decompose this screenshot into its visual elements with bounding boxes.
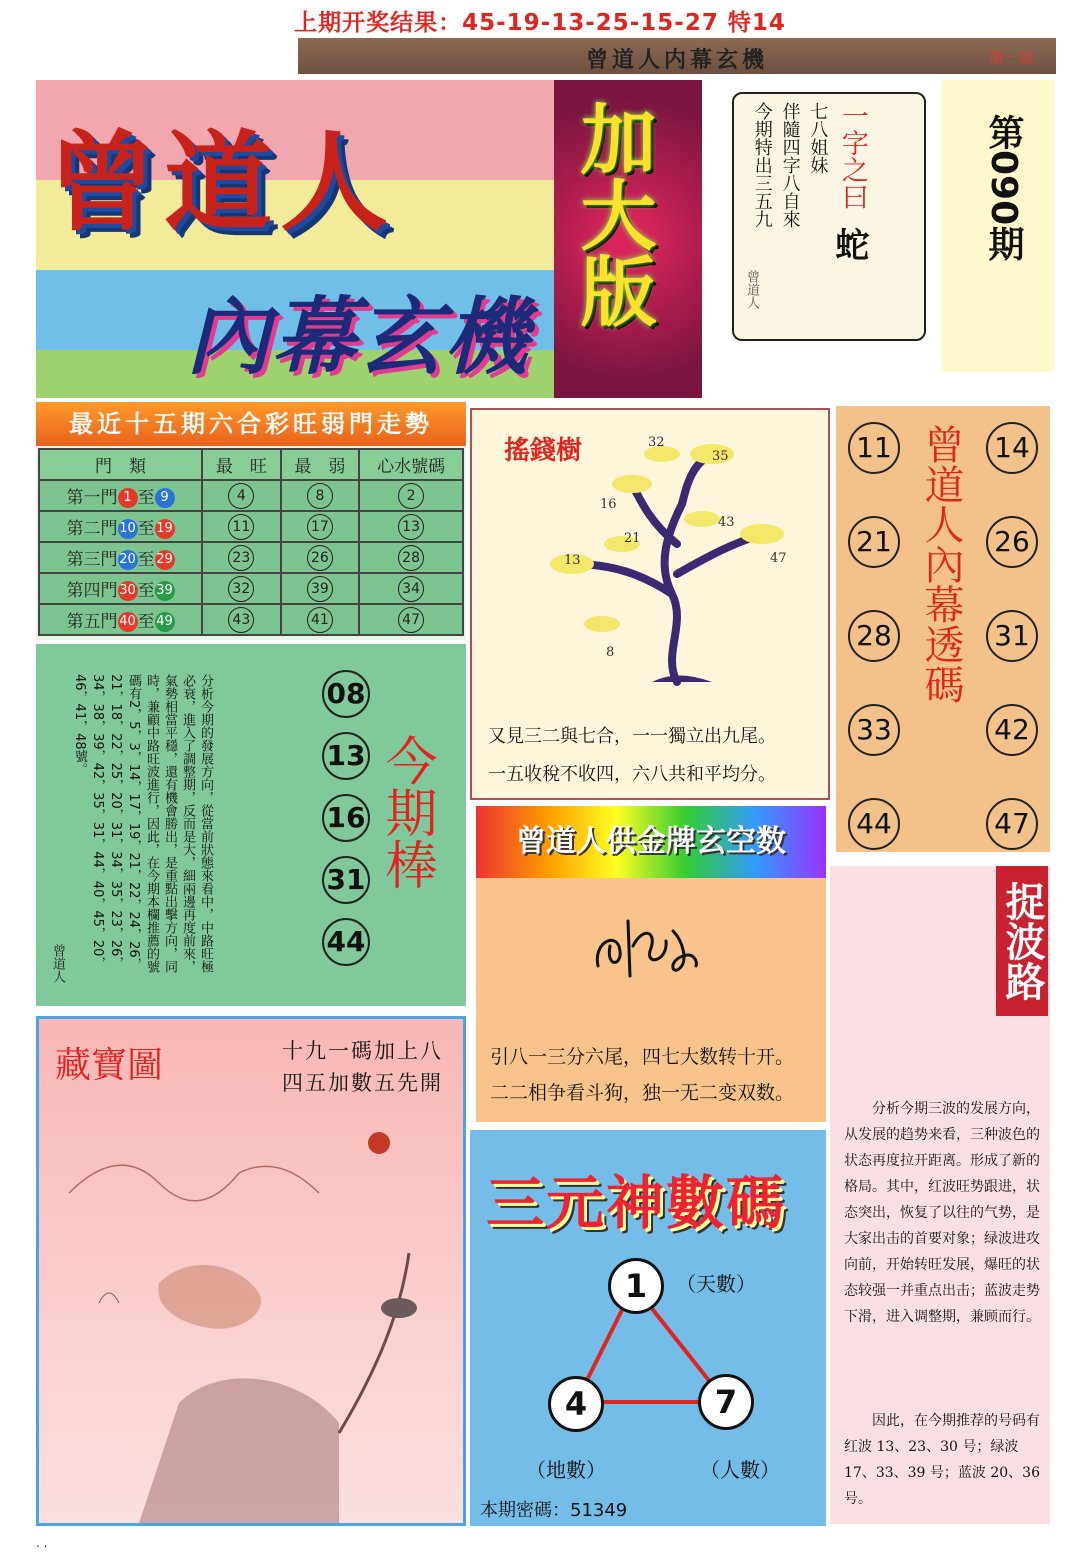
gold-title: 曾道人供金牌玄空数 (476, 806, 826, 878)
tree-verse: 一五收稅不收四，六八共和平均分。 (488, 764, 776, 785)
analysis-signature: 曾道人 (50, 944, 65, 983)
paper-title: 曾道人内幕玄機 (585, 48, 768, 73)
last-result: 上期开奖结果：45-19-13-25-15-27 特14 (294, 10, 786, 36)
gold-number-box (476, 806, 826, 1122)
col-header: 最 弱 (281, 449, 360, 480)
treasure-map-box (36, 1016, 466, 1526)
gold-verse: 引八一三分六尾，四七大数转十开。 (490, 1046, 795, 1068)
human-label: （人數） (700, 1458, 780, 1482)
analysis-text: 分析今期的發展方向，從當前狀態來看中，中路旺極必衰，進入了調整期，反而是大，細兩邊再度前來，氣勢相當平穩，還有機會勝出，是重點出擊方向，同時，兼顧中路旺波進行，因此，在今期本欄推薦的號碼有2，5，3，14，17，19，21，22，24，26，21，18，22，25，20，31，34，35，23，26，34，38，39，42，35，31，44，40，45，20，46，41，48號。 (72, 674, 213, 973)
title-bar (298, 38, 1056, 74)
masthead (36, 80, 702, 398)
panel-vertical-text: 曾道人內幕透碼 (918, 424, 964, 704)
tree-number: 16 (600, 497, 617, 512)
edition-label: 第一版 (988, 49, 1034, 67)
earth-label: （地數） (526, 1458, 606, 1482)
table-row: 第三門 20 至 29 23 26 28 (39, 542, 463, 573)
wave-paragraph: 分析今期三波的发展方向，从发展的趋势来看，三种波色的状态再度拉开距离。形成了新的格局。其中，红波旺势跟进，状态突出，恢复了以往的气势，是大家出击的首要对象；绿波进攻向前，开始转旺发展，爆旺的状态较强一并重点出击；蓝波走势下滑，进入调整期，兼顾而行。 (844, 1101, 1040, 1325)
badge-box (554, 80, 702, 398)
pick-numbers (322, 670, 370, 980)
panel-number: 28 (848, 610, 900, 662)
riddle-title: 一字之曰 (836, 102, 868, 210)
pick-number: 31 (322, 856, 370, 904)
panel-number: 14 (986, 422, 1038, 474)
table-row: 第四門 30 至 39 32 39 34 (39, 573, 463, 604)
trend-table (38, 448, 464, 636)
tree-verse: 又見三二與七合，一一獨立出九尾。 (488, 726, 776, 747)
earth-number: 4 (548, 1376, 604, 1432)
riddle-scroll (712, 80, 940, 352)
tree-illustration (472, 424, 824, 694)
trend-title: 最近十五期六合彩旺弱門走勢 (36, 402, 466, 446)
riddle-line: 伴隨四字八自來 (779, 102, 801, 228)
panel-number: 11 (848, 422, 900, 474)
tiger-illustration (39, 1103, 463, 1523)
password-text: 本期密碼：51349 (480, 1500, 628, 1521)
footer-dots: . . (36, 1536, 48, 1550)
treasure-line: 十九一碼加上八 (282, 1039, 443, 1063)
tree-number: 8 (606, 645, 615, 660)
sanyuan-box (470, 1130, 826, 1526)
col-header: 門 類 (39, 449, 202, 480)
pick-label: 今期棒 (376, 734, 436, 890)
panel-number: 33 (848, 704, 900, 756)
gold-verse: 二二相争看斗狗，独一无二变双数。 (490, 1082, 795, 1104)
panel-number: 47 (986, 798, 1038, 850)
col-header: 心水號碼 (359, 449, 463, 480)
table-row: 第一門 1 至 9 4 8 2 (39, 480, 463, 511)
treasure-title: 藏寶圖 (55, 1045, 164, 1086)
tree-number: 47 (770, 551, 787, 566)
right-number-panel (836, 406, 1050, 852)
pick-number: 13 (322, 732, 370, 780)
wave-tag: 捉波路 (996, 866, 1048, 1016)
col-header: 最 旺 (202, 449, 281, 480)
human-number: 7 (698, 1374, 754, 1430)
issue-box (942, 80, 1054, 372)
analysis-box (36, 644, 466, 1006)
sky-label: （天數） (676, 1272, 756, 1296)
panel-number: 44 (848, 798, 900, 850)
masthead-sub: 內幕玄機 (186, 288, 531, 386)
money-tree-box (470, 408, 830, 800)
pick-number: 44 (322, 918, 370, 966)
panel-number: 21 (848, 516, 900, 568)
treasure-line: 四五加數五先開 (282, 1071, 443, 1095)
riddle-line: 七八姐妹 (807, 102, 829, 174)
sanyuan-title: 三元神數碼 (486, 1169, 787, 1237)
tree-number: 35 (712, 449, 729, 464)
tree-number: 32 (648, 435, 665, 450)
pick-number: 08 (322, 670, 370, 718)
tree-title: 搖錢樹 (504, 436, 583, 466)
panel-number: 31 (986, 610, 1038, 662)
wave-analysis-box (830, 866, 1050, 1524)
riddle-answer: 蛇 (835, 226, 870, 266)
issue-number: 第090期 (983, 114, 1024, 262)
pick-number: 16 (322, 794, 370, 842)
trend-table-box (36, 402, 466, 640)
tree-number: 43 (718, 515, 735, 530)
signature-image (588, 906, 708, 986)
wave-paragraph: 因此，在今期推荐的号码有红波 13、23、30 号；绿波 17、33、39 号；蓝波 20、36 号。 (844, 1413, 1040, 1507)
table-row: 第二門 10 至 19 11 17 13 (39, 511, 463, 542)
panel-number: 42 (986, 704, 1038, 756)
masthead-main: 曾道人 (48, 120, 397, 246)
badge-text: 加大版 (568, 100, 657, 328)
panel-number: 26 (986, 516, 1038, 568)
tree-number: 21 (624, 531, 641, 546)
table-row: 第五門 40 至 49 43 41 47 (39, 604, 463, 635)
scroll-signature: 曾道人 (744, 270, 759, 309)
riddle-line: 今期特出三五九 (751, 102, 773, 228)
sky-number: 1 (608, 1258, 664, 1314)
tree-number: 13 (564, 553, 581, 568)
